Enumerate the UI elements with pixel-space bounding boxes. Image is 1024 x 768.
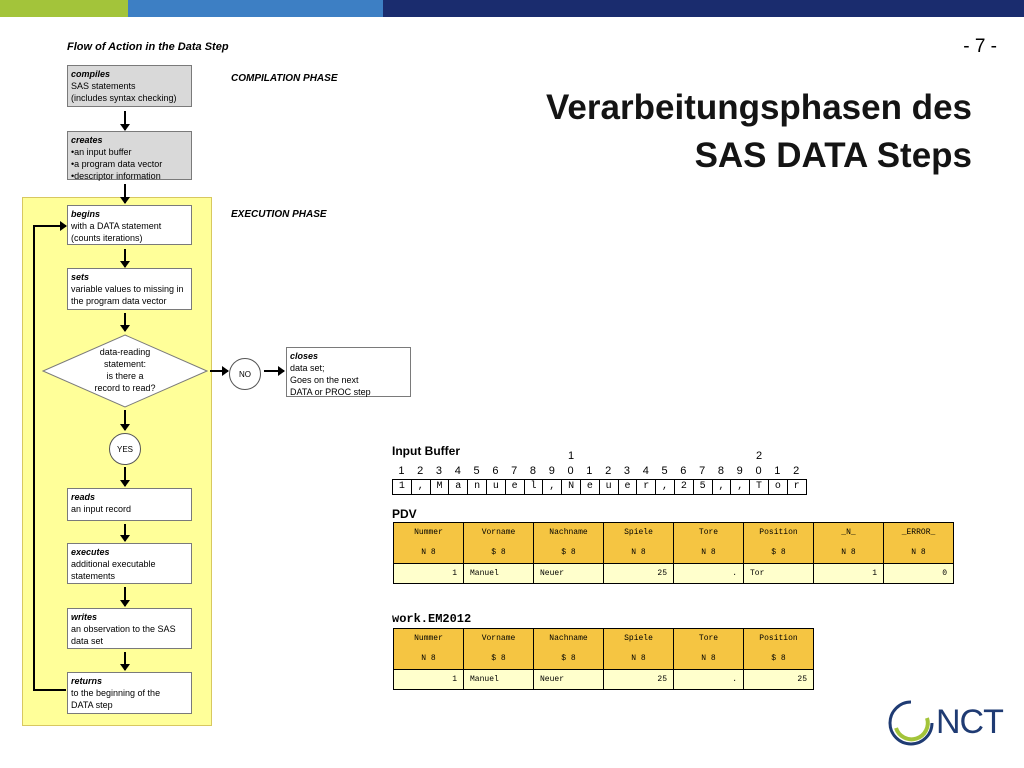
buffer-cell: e [581, 480, 600, 494]
buffer-cell: , [543, 480, 562, 494]
executes-line-2: statements [71, 571, 116, 581]
column-type: N 8 [841, 548, 856, 557]
table-cell: 1 [394, 670, 464, 690]
no-label: NO [239, 369, 251, 379]
column-type: N 8 [701, 654, 716, 663]
table-cell: Neuer [534, 564, 604, 584]
flow-title: Flow of Action in the Data Step [67, 41, 229, 53]
ruler-tens-digit: 2 [756, 450, 763, 462]
table-cell: 25 [744, 670, 814, 690]
column-header [534, 629, 604, 670]
creates-list [71, 146, 188, 182]
input-buffer-cells [392, 479, 807, 495]
ruler-digit: 0 [755, 465, 762, 477]
column-name: Tore [698, 634, 719, 643]
pdv-label: PDV [392, 507, 417, 521]
column-header [394, 629, 464, 670]
column-header [674, 523, 744, 564]
buffer-cell: u [487, 480, 506, 494]
ruler-digit: 3 [435, 465, 443, 477]
table-cell: Manuel [464, 564, 534, 584]
compiles-line-1: SAS statements [71, 81, 136, 91]
table-cell: . [674, 564, 744, 584]
buffer-cell: , [412, 480, 431, 494]
dataset-table [393, 628, 814, 690]
arrow-compiles-creates [124, 111, 126, 130]
column-name: Nummer [414, 528, 443, 537]
executes-box [67, 543, 192, 584]
column-header [394, 523, 464, 564]
executes-line-1: additional executable [71, 559, 156, 569]
closes-line-2: Goes on the next [290, 375, 359, 385]
decision-text [72, 346, 178, 394]
table-cell: 1 [814, 564, 884, 584]
top-bar-lightblue [128, 0, 383, 17]
closes-line-3: DATA or PROC step [290, 387, 371, 397]
creates-item: • a program data vector [71, 158, 188, 170]
yes-circle [109, 433, 141, 465]
column-header [814, 523, 884, 564]
pdv-value-row [394, 564, 954, 584]
column-header [744, 523, 814, 564]
ruler-digit: 2 [793, 465, 800, 477]
column-type: $ 8 [561, 548, 576, 557]
ruler-digit: 6 [680, 465, 687, 477]
buffer-cell: r [793, 481, 800, 492]
column-type: N 8 [421, 548, 436, 557]
column-header [464, 629, 534, 670]
buffer-cell: M [431, 480, 450, 494]
begins-box [67, 205, 192, 245]
table-cell: Tor [744, 564, 814, 584]
nct-logo-icon [886, 698, 936, 748]
ruler-digit: 1 [774, 465, 781, 477]
column-type: N 8 [421, 654, 436, 663]
buffer-cell: 1 [393, 480, 412, 494]
creates-item: • descriptor information [71, 170, 188, 182]
table-cell: . [674, 670, 744, 690]
closes-head: closes [290, 351, 319, 361]
dataset-value-row [394, 670, 814, 690]
decision-line-3: is there a [106, 371, 144, 381]
table-cell: Manuel [464, 670, 534, 690]
table-cell: Neuer [534, 670, 604, 690]
yes-label: YES [116, 444, 133, 454]
arrow-no-closes [264, 370, 284, 372]
column-header [674, 629, 744, 670]
sets-line-1: variable values to missing in [71, 284, 184, 294]
buffer-cell: 5 [694, 480, 713, 494]
reads-line-1: an input record [71, 504, 132, 514]
page-title [452, 84, 972, 180]
input-buffer-title: Input Buffer [392, 444, 460, 458]
buffer-cell: T [750, 480, 769, 494]
loop-arrow-top [33, 225, 66, 227]
column-header [884, 523, 954, 564]
column-name: Position [759, 634, 798, 643]
column-name: Nachname [549, 634, 588, 643]
buffer-cell: r [637, 480, 656, 494]
ruler-digit: 8 [529, 465, 537, 477]
column-name: Spiele [624, 634, 653, 643]
column-header [604, 523, 674, 564]
table-cell: 25 [604, 670, 674, 690]
top-bar-darkblue [383, 0, 1024, 17]
column-name: Spiele [624, 528, 653, 537]
writes-line-1: an observation to the SAS [71, 624, 176, 634]
ruler-digit: 8 [717, 465, 724, 477]
top-bar-green [0, 0, 128, 17]
column-type: $ 8 [491, 548, 506, 557]
buffer-cell: o [769, 480, 788, 494]
title-line-2: SAS DATA Steps [694, 136, 972, 175]
compiles-box [67, 65, 192, 107]
arrow-executes-writes [124, 587, 126, 606]
closes-line-1: data set; [290, 363, 325, 373]
buffer-cell: e [619, 480, 638, 494]
compiles-line-2: (includes syntax checking) [71, 93, 177, 103]
loop-line-bottom [33, 689, 66, 691]
begins-line-1: with a DATA statement [71, 221, 162, 231]
table-cell: 0 [884, 564, 954, 584]
column-type: N 8 [701, 548, 716, 557]
begins-head: begins [71, 209, 101, 219]
arrow-decision-yes [124, 410, 126, 430]
arrow-sets-decision [124, 313, 126, 331]
creates-item: • an input buffer [71, 146, 188, 158]
returns-line-1: to the beginning of the [71, 688, 161, 698]
sets-head: sets [71, 272, 90, 282]
column-name: _ERROR_ [901, 528, 936, 537]
decision-line-2: statement: [103, 359, 147, 369]
closes-box [286, 347, 411, 397]
creates-box [67, 131, 192, 180]
executes-head: executes [71, 547, 110, 557]
column-type: $ 8 [561, 654, 576, 663]
no-circle [229, 358, 261, 390]
buffer-cell: n [468, 480, 487, 494]
compiles-head: compiles [71, 69, 111, 79]
column-name: Vorname [481, 528, 516, 537]
ruler-digit: 6 [492, 465, 499, 477]
buffer-cell: e [506, 480, 525, 494]
buffer-cell: , [713, 480, 732, 494]
buffer-cell: , [731, 480, 750, 494]
column-type: $ 8 [771, 548, 786, 557]
arrow-writes-returns [124, 652, 126, 670]
buffer-cell: 2 [675, 480, 694, 494]
ruler-digit: 5 [661, 465, 668, 477]
dataset-label: work.EM2012 [392, 612, 472, 626]
buffer-cell: u [600, 480, 619, 494]
ruler-digit: 4 [642, 465, 649, 477]
ruler-digit: 9 [736, 465, 743, 477]
arrow-reads-executes [124, 524, 126, 541]
ruler-digit: 5 [473, 465, 480, 477]
pdv-header-row [394, 523, 954, 564]
arrow-creates-begins [124, 184, 126, 203]
column-type: N 8 [631, 654, 646, 663]
buffer-cell: a [449, 480, 468, 494]
table-cell: 25 [604, 564, 674, 584]
arrow-yes-reads [124, 467, 126, 486]
sets-box [67, 268, 192, 310]
writes-head: writes [71, 612, 98, 622]
buffer-cell: l [525, 480, 544, 494]
ruler-digit: 0 [567, 465, 574, 477]
column-name: Vorname [481, 634, 516, 643]
column-header [534, 523, 604, 564]
begins-line-2: (counts iterations) [71, 233, 143, 243]
buffer-cell: N [562, 480, 581, 494]
ruler-digit: 7 [511, 465, 518, 477]
ruler-tens-digit: 1 [568, 450, 575, 462]
creates-head: creates [71, 135, 103, 145]
execution-phase-label: EXECUTION PHASE [231, 209, 327, 220]
reads-box [67, 488, 192, 521]
ruler-digit: 2 [605, 465, 612, 477]
ruler-digit: 4 [454, 465, 461, 477]
compilation-phase-label: COMPILATION PHASE [231, 73, 338, 84]
returns-head: returns [71, 676, 103, 686]
column-name: _N_ [841, 528, 856, 537]
table-cell: 1 [394, 564, 464, 584]
column-name: Tore [698, 528, 719, 537]
title-line-1: Verarbeitungsphasen des [546, 88, 972, 127]
dataset-header-row [394, 629, 814, 670]
column-type: $ 8 [771, 654, 786, 663]
column-header [464, 523, 534, 564]
column-name: Nummer [414, 634, 443, 643]
decision-line-4: record to read? [94, 383, 156, 393]
arrow-decision-no [210, 370, 228, 372]
writes-box [67, 608, 192, 649]
column-name: Position [759, 528, 798, 537]
ruler-digit: 1 [586, 465, 593, 477]
writes-line-2: data set [71, 636, 104, 646]
decision-line-1: data-reading [99, 347, 151, 357]
page-number: - 7 - [963, 36, 997, 57]
pdv-table [393, 522, 954, 584]
column-header [744, 629, 814, 670]
column-type: $ 8 [491, 654, 506, 663]
input-buffer-ruler [392, 465, 806, 477]
sets-line-2: the program data vector [71, 296, 167, 306]
returns-box [67, 672, 192, 714]
nct-logo-text: NCT [936, 703, 1003, 741]
ruler-digit: 7 [699, 465, 706, 477]
column-name: Nachname [549, 528, 588, 537]
column-type: N 8 [911, 548, 926, 557]
column-header [604, 629, 674, 670]
loop-line-left [33, 225, 35, 691]
reads-head: reads [71, 492, 96, 502]
ruler-digit: 1 [398, 465, 405, 477]
column-type: N 8 [631, 548, 646, 557]
arrow-begins-sets [124, 249, 126, 267]
ruler-digit: 3 [623, 465, 631, 477]
returns-line-2: DATA step [71, 700, 113, 710]
ruler-digit: 9 [548, 465, 555, 477]
ruler-digit: 2 [417, 465, 424, 477]
buffer-cell: , [656, 480, 675, 494]
